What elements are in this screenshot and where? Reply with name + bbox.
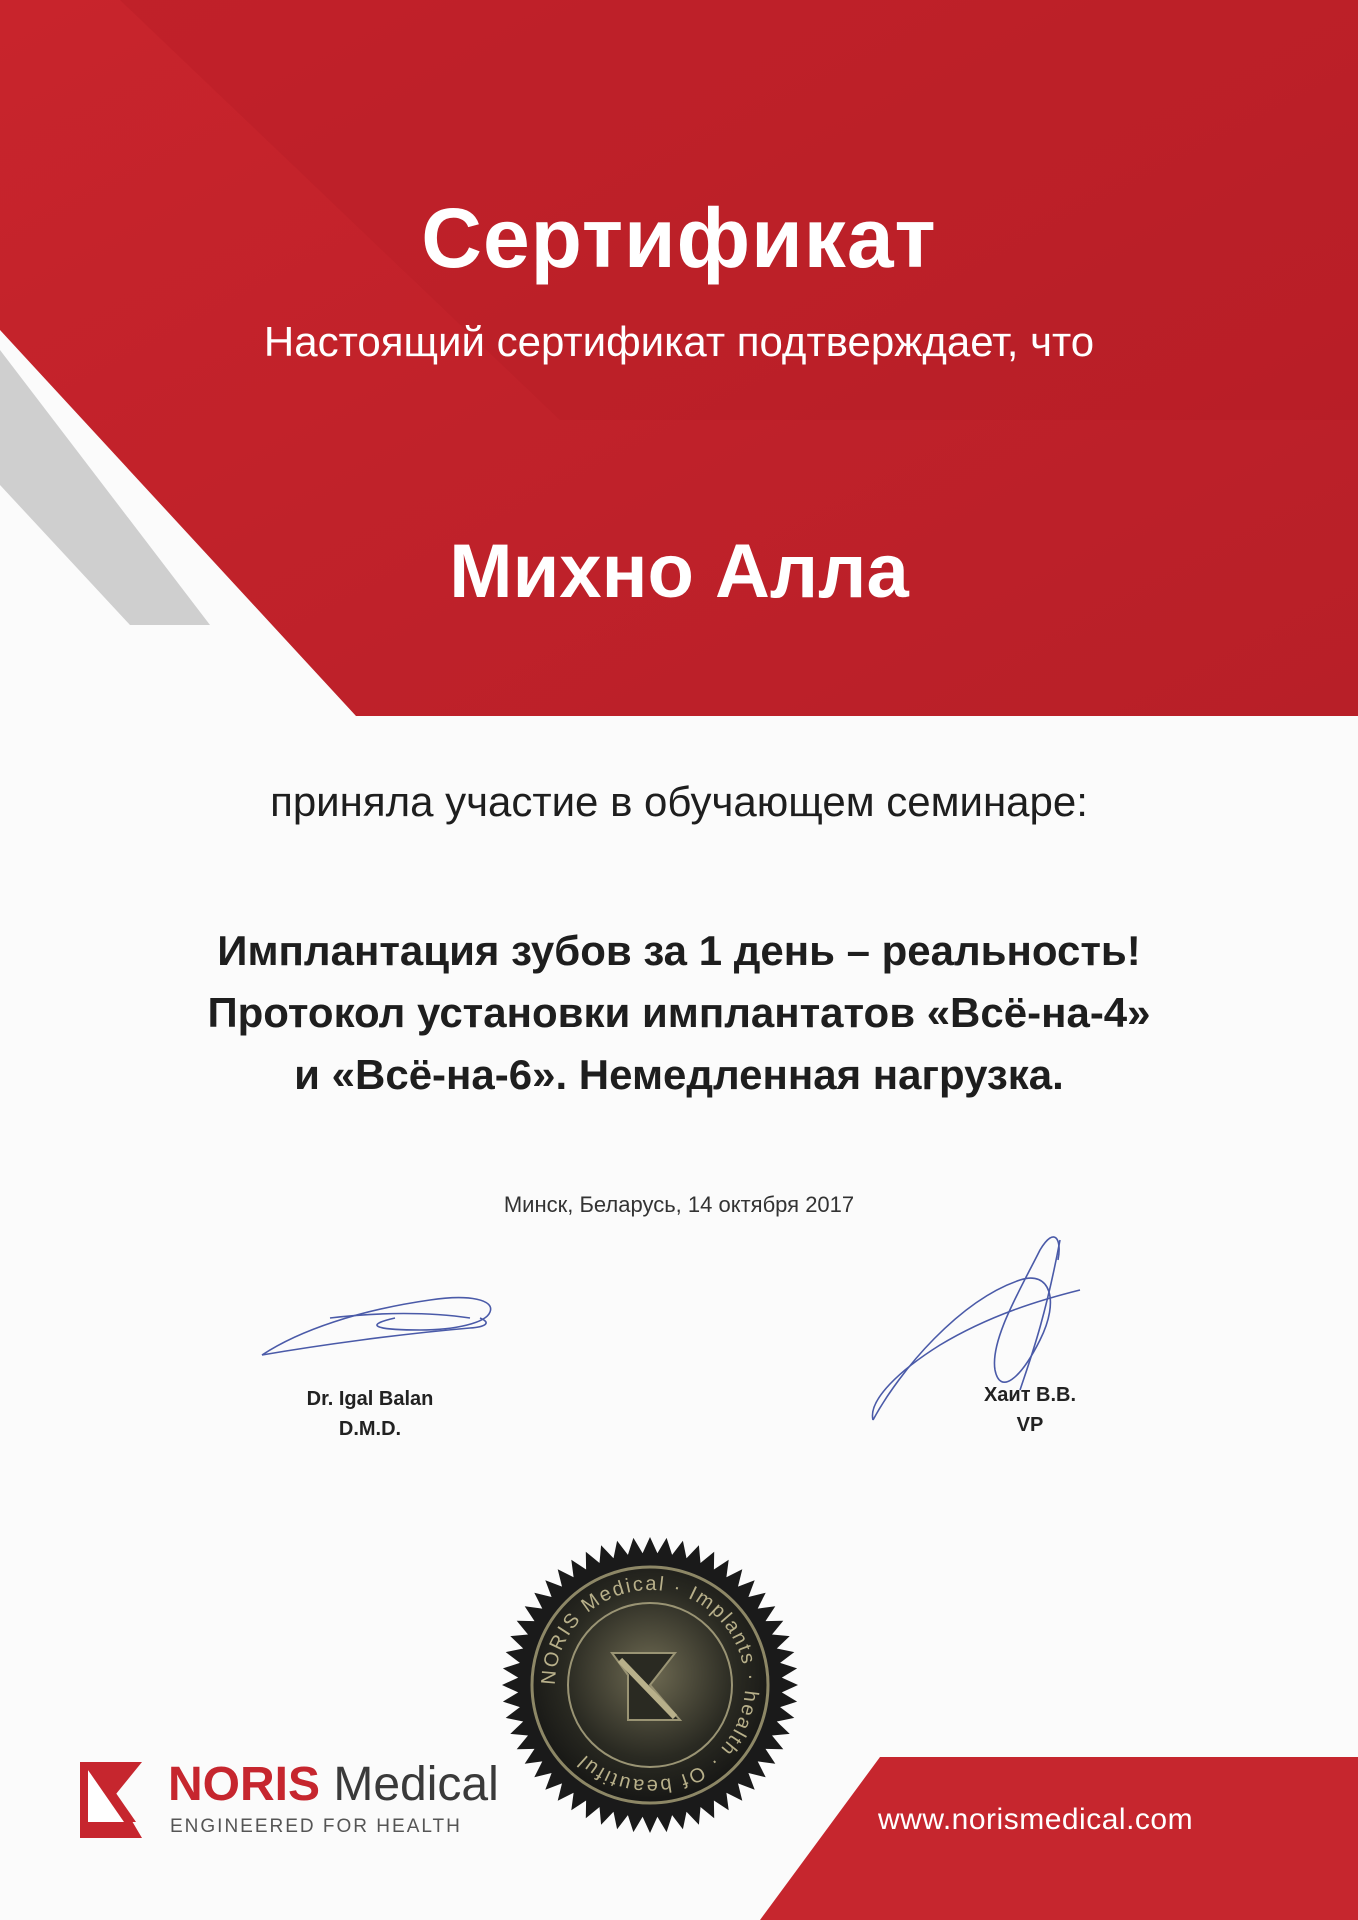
seal-emblem (500, 1535, 800, 1835)
certificate-subtitle: Настоящий сертификат подтверждает, что (263, 318, 1095, 365)
brand-name-bold: NORIS (168, 1758, 321, 1811)
certificate-title: Сертификат (421, 191, 937, 285)
brand-name-rest: Medical (320, 1758, 499, 1811)
right-signatory-title: VP (1016, 1414, 1044, 1436)
left-signatory (250, 1384, 490, 1444)
participation-text: приняла участие в обучающем семинаре: (270, 778, 1088, 825)
seminar-title-line: Имплантация зубов за 1 день – реальность! (217, 927, 1141, 974)
bottom-red-block (760, 1757, 1358, 1920)
right-signatory (920, 1380, 1140, 1440)
seminar-title-line: Протокол установки имплантатов «Всё-на-4» (207, 989, 1151, 1036)
noris-logo-icon (80, 1752, 150, 1838)
brand-tagline: ENGINEERED FOR HEALTH (170, 1816, 462, 1837)
seal-text: NORIS Medical · Implants · health · Of beautiful (537, 1572, 763, 1798)
seminar-title-line: и «Всё-на-6». Немедленная нагрузка. (294, 1051, 1064, 1098)
place-and-date: Минск, Беларусь, 14 октября 2017 (503, 1192, 855, 1217)
recipient-name: Михно Алла (449, 529, 909, 614)
left-signatory-title: D.M.D. (338, 1418, 402, 1440)
left-signatory-name: Dr. Igal Balan (306, 1388, 434, 1410)
noris-medical-logo (80, 1752, 500, 1852)
website-url: www.norismedical.com (878, 1803, 1194, 1836)
right-signatory-name: Хаит В.В. (983, 1384, 1077, 1406)
brand-name (168, 1760, 499, 1810)
seminar-title (100, 920, 1258, 1106)
